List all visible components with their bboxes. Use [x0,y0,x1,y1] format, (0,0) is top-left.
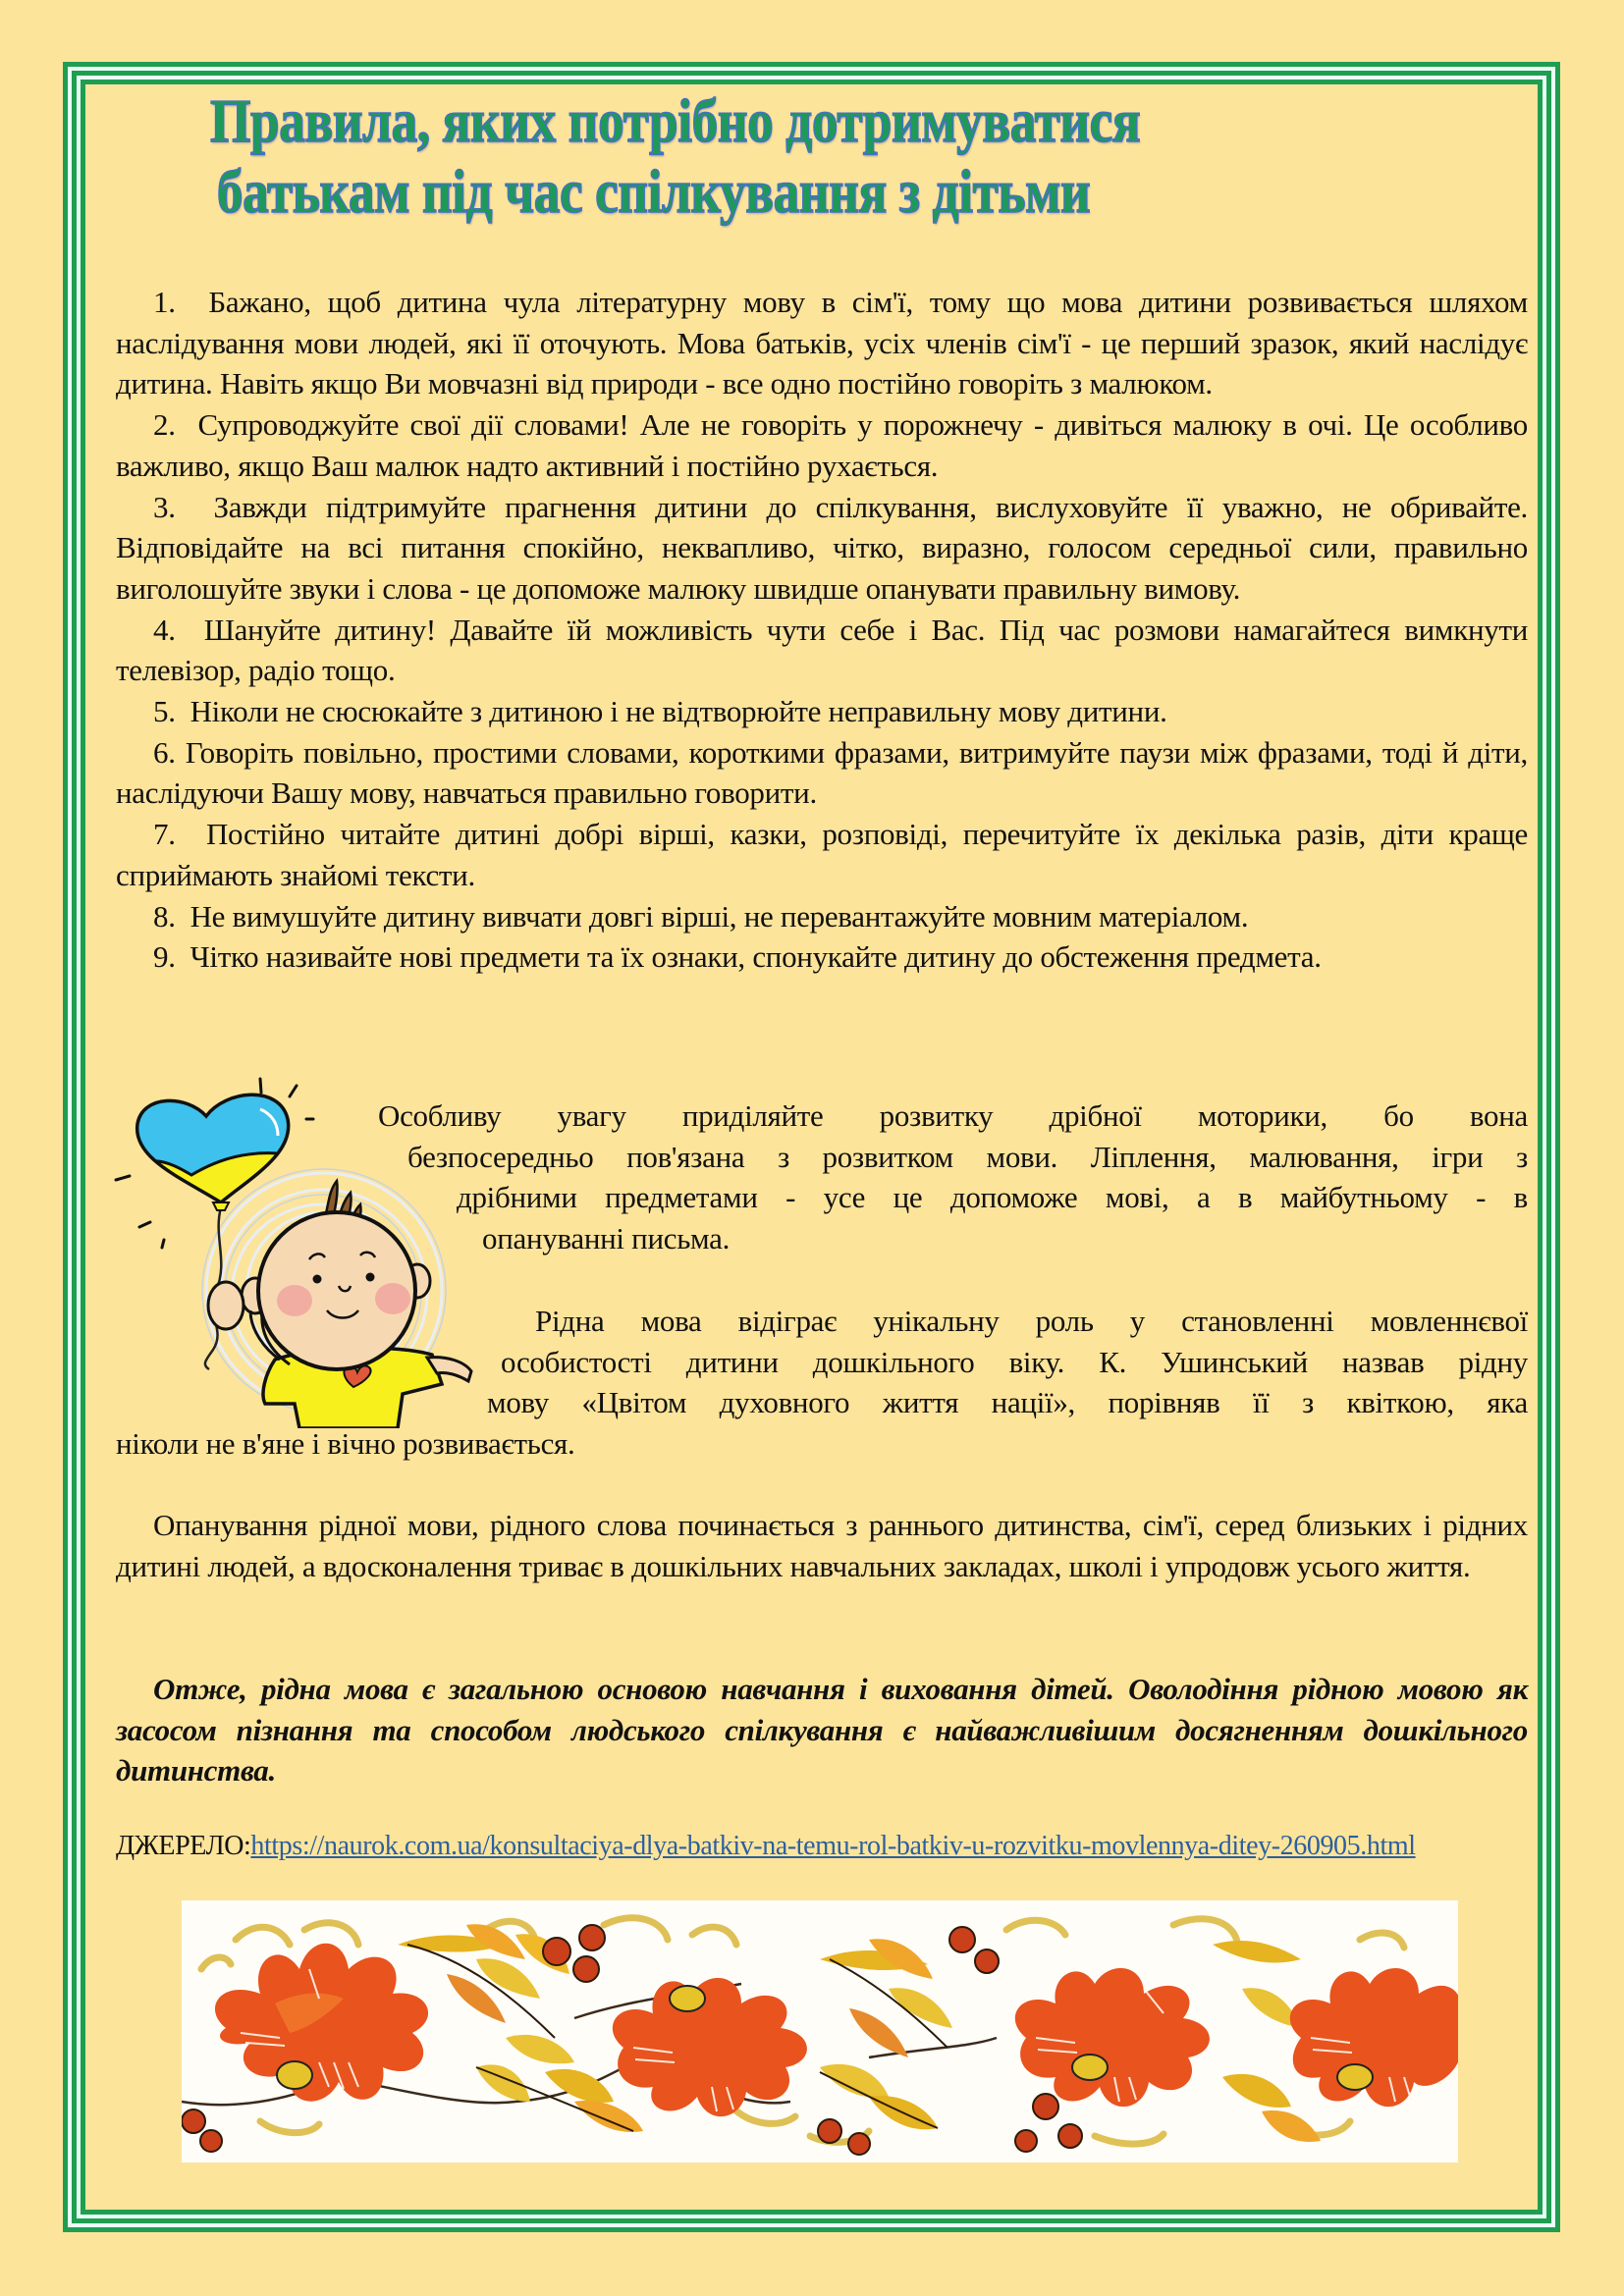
rule-item-9 [116,936,1528,978]
rule-number: 3. [153,489,176,524]
paragraph-line: особистості дитини дошкільного віку. К. Ушинський назвав рідну [501,1344,1528,1379]
page-title-line-2: батькам під час спілкування з дітьми [216,159,1091,226]
rule-number: 9. [153,939,176,975]
rule-item-4 [116,610,1528,691]
rule-text: Постійно читайте дитині добрі вірші, казки, розповіді, перечитуйте їх декілька разів, діти краще сприймають знайомі тексти. [116,817,1528,892]
rule-item-2 [116,404,1528,486]
rule-item-5 [116,691,1528,732]
conclusion-paragraph: Отже, рідна мова є загальною основою навчання і виховання дітей. Оволодіння рідною мовою як засосом пізнання та способом людського спілкування є найважливішим досягненням дошкільного дитинства. [116,1672,1528,1789]
rule-item-1 [116,282,1528,404]
rule-text: Завжди підтримуйте прагнення дитини до спілкування, вислуховуйте її уважно, не обривайте. Відповідайте на всі питання спокійно, неквапливо, чітко, виразно, голосом середньої сили, правильно виголошуйте звуки і слова - це допоможе малюку швидше опанувати правильну вимову. [116,489,1528,606]
rule-number: 7. [153,817,176,852]
source-link[interactable]: https://naurok.com.ua/konsultaciya-dlya-batkiv-na-temu-rol-batkiv-u-rozvitku-movlennya-ditey-260905.html [250,1831,1416,1861]
mastery-paragraph: Опанування рідної мови, рідного слова починається з раннього дитинства, сім'ї, серед близьких і рідних дитині людей, а вдосконалення триває в дошкільних навчальних закладах, школі і упродовж усього життя. [116,1508,1528,1583]
rule-text: Шануйте дитину! Давайте їй можливість чути себе і Вас. Під час розмови намагайтеся вимкнути телевізор, радіо тощо. [116,612,1528,688]
floral-ornament-icon [182,1900,1458,2163]
paragraph-line: дрібними предметами - усе це допоможе мові, а в майбутньому - в [457,1180,1528,1215]
source-label: ДЖЕРЕЛО: [116,1831,251,1861]
rule-number: 4. [153,612,176,647]
rule-text: Супроводжуйте свої дії словами! Але не говоріть у порожнечу - дивіться малюку в очі. Це особливо важливо, якщо Ваш малюк надто активний і постійно рухається. [116,407,1529,483]
paragraph-line: мову «Цвітом духовного життя нації», порівняв її з квіткою, яка [487,1385,1528,1420]
rule-number: 5. [153,694,176,729]
paragraph-line: ніколи не в'яне і вічно розвивається. [116,1426,575,1462]
rule-item-6 [116,732,1528,814]
rule-item-7 [116,814,1528,895]
native-language-paragraph [116,1301,1528,1465]
rule-number: 2. [153,407,176,443]
rule-number: 6. [153,734,176,770]
rule-text: Не вимушуйте дитину вивчати довгі вірші, не перевантажуйте мовним матеріалом. [189,898,1249,934]
page-title-line-1: Правила, яких потрібно дотримуватися [210,88,1141,155]
rule-item-8 [116,896,1528,937]
rule-text: Бажано, щоб дитина чула літературну мову в сім'ї, тому що мова дитини розвивається шляхом наслідування мови людей, які її оточують. Мова батьків, усіх членів сім'ї - це перший зразок, який наслідує дитина. Навіть якщо Ви мовчазні від природи - все одно постійно говоріть з малюком. [116,285,1528,401]
motor-skills-paragraph [378,1095,1528,1259]
rule-number: 1. [153,285,176,319]
paragraph-line: опануванні письма. [482,1221,731,1256]
rule-text: Говоріть повільно, простими словами, короткими фразами, витримуйте паузи між фразами, тоді й діти, наслідуючи Вашу мову, навчаться правильно говорити. [116,734,1528,811]
rule-text: Ніколи не сюсюкайте з дитиною і не відтворюйте неправильну мову дитини. [189,694,1167,729]
rule-text: Чітко називайте нові предмети та їх ознаки, спонукайте дитину до обстеження предмета. [189,939,1322,975]
paragraph-line: Особливу увагу приділяйте розвитку дрібної моторики, бо вона [378,1098,1528,1133]
rules-list [116,282,1528,978]
floral-ornament-band [182,1900,1458,2163]
paragraph-line: безпосередньо пов'язана з розвитком мови. Ліплення, малювання, ігри з [407,1139,1528,1174]
source-citation [116,1828,1528,1865]
rule-number: 8. [153,898,176,934]
paragraph-line: Рідна мова відіграє унікальну роль у становленні мовленнєвої [535,1304,1528,1338]
rule-item-3 [116,487,1528,610]
page-title [210,86,1223,228]
